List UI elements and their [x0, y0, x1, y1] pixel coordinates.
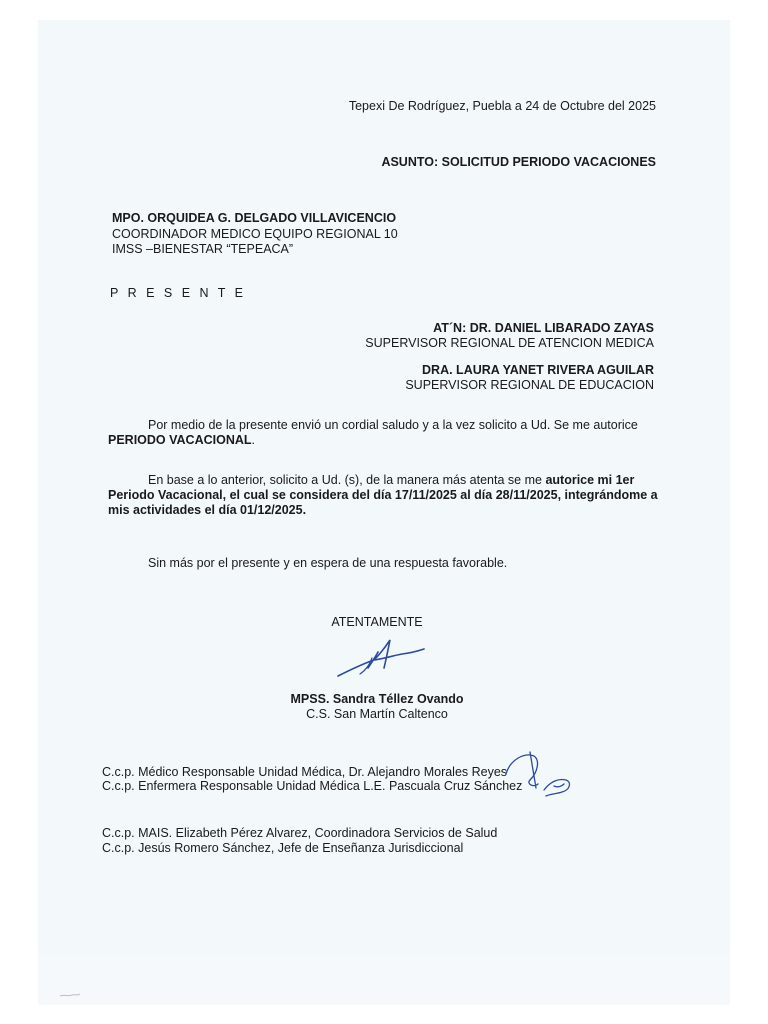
- place-date: Tepexi De Rodríguez, Puebla a 24 de Octubre del 2025: [348, 99, 656, 113]
- ccp-signatures-icon: [500, 744, 580, 804]
- body-paragraph-1-end: .: [251, 433, 256, 447]
- body-paragraph-2-text: En base a lo anterior, solicito a Ud. (s), de la manera más atenta se me: [148, 473, 542, 487]
- attention-name-1: AT´N: DR. DANIEL LIBARADO ZAYAS: [433, 321, 654, 335]
- subject-line: ASUNTO: SOLICITUD PERIODO VACACIONES: [381, 155, 656, 169]
- body-paragraph-1: [108, 418, 668, 448]
- ccp-line-2: C.c.p. Enfermera Responsable Unidad Médica L.E. Pascuala Cruz Sánchez: [102, 779, 523, 793]
- ccp-line-4: C.c.p. Jesús Romero Sánchez, Jefe de Enseñanza Jurisdiccional: [102, 841, 464, 855]
- ccp-line-3: C.c.p. MAIS. Elizabeth Pérez Alvarez, Coordinadora Servicios de Salud: [102, 826, 498, 840]
- body-paragraph-3: Sin más por el presente y en espera de una respuesta favorable.: [148, 556, 508, 570]
- attention-name-2: DRA. LAURA YANET RIVERA AGUILAR: [422, 363, 654, 377]
- body-paragraph-2: [108, 473, 668, 518]
- attention-role-2: SUPERVISOR REGIONAL DE EDUCACION: [405, 378, 654, 392]
- scanned-paper-margin: [38, 955, 730, 1005]
- signer-place: C.S. San Martín Caltenco: [306, 707, 448, 721]
- presente-label: P R E S E N T E: [110, 286, 247, 300]
- recipient-org: IMSS –BIENESTAR “TEPEACA”: [112, 242, 294, 256]
- signer-name: MPSS. Sandra Téllez Ovando: [290, 692, 464, 706]
- attention-role-1: SUPERVISOR REGIONAL DE ATENCION MEDICA: [365, 336, 654, 350]
- scan-mark-icon: [58, 990, 82, 1000]
- body-paragraph-1-text: Por medio de la presente envió un cordial saludo y a la vez solicito a Ud. Se me autorice: [148, 418, 638, 432]
- ccp-line-1: C.c.p. Médico Responsable Unidad Médica, Dr. Alejandro Morales Reyes: [102, 765, 508, 779]
- body-paragraph-2-bold: autorice mi 1er Periodo Vacacional, el cual se considera del día 17/11/2025 al día 28/11/2025, integrándome a mis actividades el día 01/12/2025.: [108, 473, 658, 517]
- signer-signature-icon: [330, 634, 430, 684]
- body-paragraph-1-bold: PERIODO VACACIONAL: [108, 433, 252, 447]
- recipient-name: MPO. ORQUIDEA G. DELGADO VILLAVICENCIO: [112, 211, 397, 225]
- closing-salutation: ATENTAMENTE: [331, 615, 423, 629]
- recipient-role: COORDINADOR MEDICO EQUIPO REGIONAL 10: [112, 227, 398, 241]
